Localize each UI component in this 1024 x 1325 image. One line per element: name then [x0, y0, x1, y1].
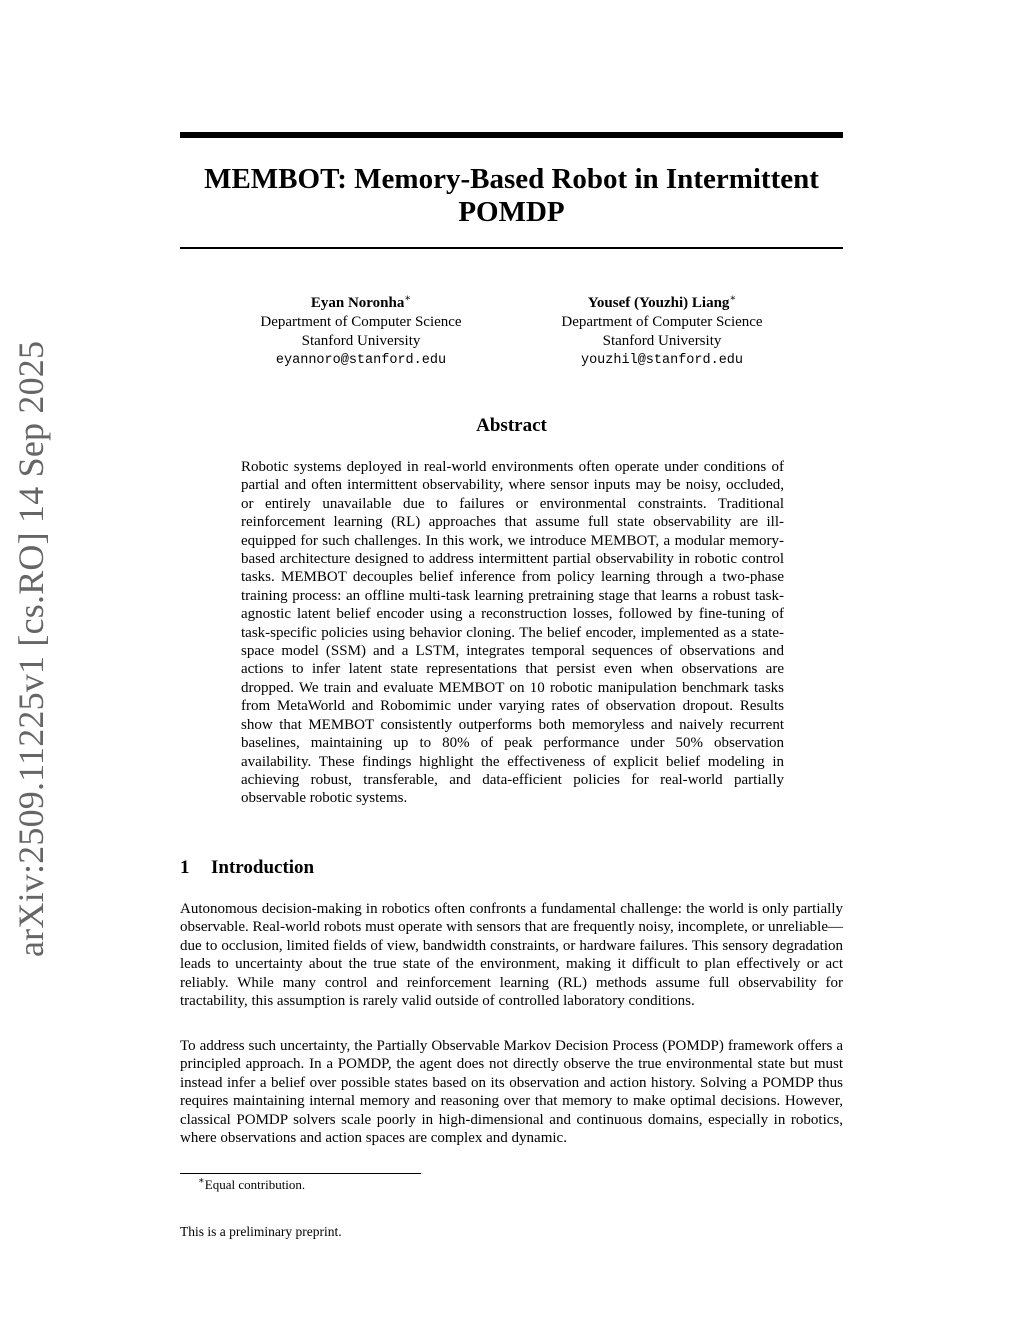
author-block-1 [211, 294, 511, 370]
arxiv-identifier: arXiv:2509.11225v1 [cs.RO] 14 Sep 2025 [11, 340, 51, 957]
author-department: Department of Computer Science [561, 314, 763, 330]
section-heading [180, 857, 314, 879]
author-block-2 [512, 294, 812, 370]
author-email: eyannoro@stanford.edu [275, 353, 447, 368]
author-name-line [512, 294, 812, 313]
footnote-rule [180, 1173, 421, 1174]
paper-title: MEMBOT: Memory-Based Robot in Intermittent POMDP [204, 163, 819, 228]
footnote-text: Equal contribution. [204, 1177, 306, 1192]
author-university: Stanford University [301, 333, 421, 349]
author-name-line [211, 294, 511, 313]
author-name: Eyan Noronha [310, 295, 405, 311]
intro-paragraph-2: To address such uncertainty, the Partially Observable Markov Decision Process (POMDP) framework offers a principled approach. In a POMDP, the agent does not directly observe the true environmental state but must instead infer a belief over possible states based on its observation and action history. Solving a POMDP thus requires maintaining internal memory and reasoning over that memory to make optimal decisions. However, classical POMDP solvers scale poorly in high-dimensional and continuous domains, especially in robotics, where observations and action spaces are complex and dynamic. [180, 1038, 843, 1147]
section-number: 1 [180, 857, 190, 878]
footnote [198, 1177, 305, 1193]
abstract-text: Robotic systems deployed in real-world environments often operate under conditions of partial and often intermittent observability, where sensor inputs may be noisy, occluded, or entirely unavailable due to failures or environmental constraints. Traditional reinforcement learning (RL) approaches that assume full state observability are ill-equipped for such challenges. In this work, we introduce MEMBOT, a modular memory-based architecture designed to address intermittent partial observability in robotic control tasks. MEMBOT decouples belief inference from policy learning through a two-phase training process: an offline multi-task learning pretraining stage that learns a robust task-agnostic latent belief encoder using a reconstruction losses, followed by fine-tuning of task-specific policies using behavior cloning. The belief encoder, implemented as a state-space model (SSM) and a LSTM, integrates temporal sequences of observations and actions to infer latent state representations that persist even when observations are dropped. We train and evaluate MEMBOT on 10 robotic manipulation benchmark tasks from MetaWorld and Robomimic under varying rates of observation dropout. Results show that MEMBOT consistently outperforms both memoryless and naively recurrent baselines, maintaining up to 80% of peak performance under 50% observation availability. These findings highlight the effectiveness of explicit belief modeling in achieving robust, transferable, and data-efficient policies for real-world partially observable robotic systems. [241, 459, 784, 807]
title-top-rule [180, 132, 843, 138]
intro-paragraph-1: Autonomous decision-making in robotics often confronts a fundamental challenge: the world is only partially observable. Real-world robots must operate with sensors that are frequently noisy, incomplete, or unreliable—due to occlusion, limited fields of view, bandwidth constraints, or hardware failures. This sensory degradation leads to uncertainty about the true state of the environment, making it difficult to plan effectively or act reliably. While many control and reinforcement learning (RL) methods assume full observability for tractability, this assumption is rarely valid outside of controlled laboratory conditions. [180, 901, 843, 1010]
author-name: Yousef (Youzhi) Liang [587, 295, 730, 311]
author-department: Department of Computer Science [260, 314, 462, 330]
footnote-mark: ∗ [198, 1175, 205, 1187]
title-bottom-rule [180, 247, 843, 249]
author-email: youzhil@stanford.edu [580, 353, 744, 368]
author-university: Stanford University [602, 333, 722, 349]
abstract-heading: Abstract [476, 415, 547, 436]
section-title: Introduction [211, 857, 315, 878]
preprint-note: This is a preliminary preprint. [180, 1224, 342, 1239]
author-mark: ∗ [729, 293, 737, 304]
author-mark: ∗ [404, 293, 412, 304]
